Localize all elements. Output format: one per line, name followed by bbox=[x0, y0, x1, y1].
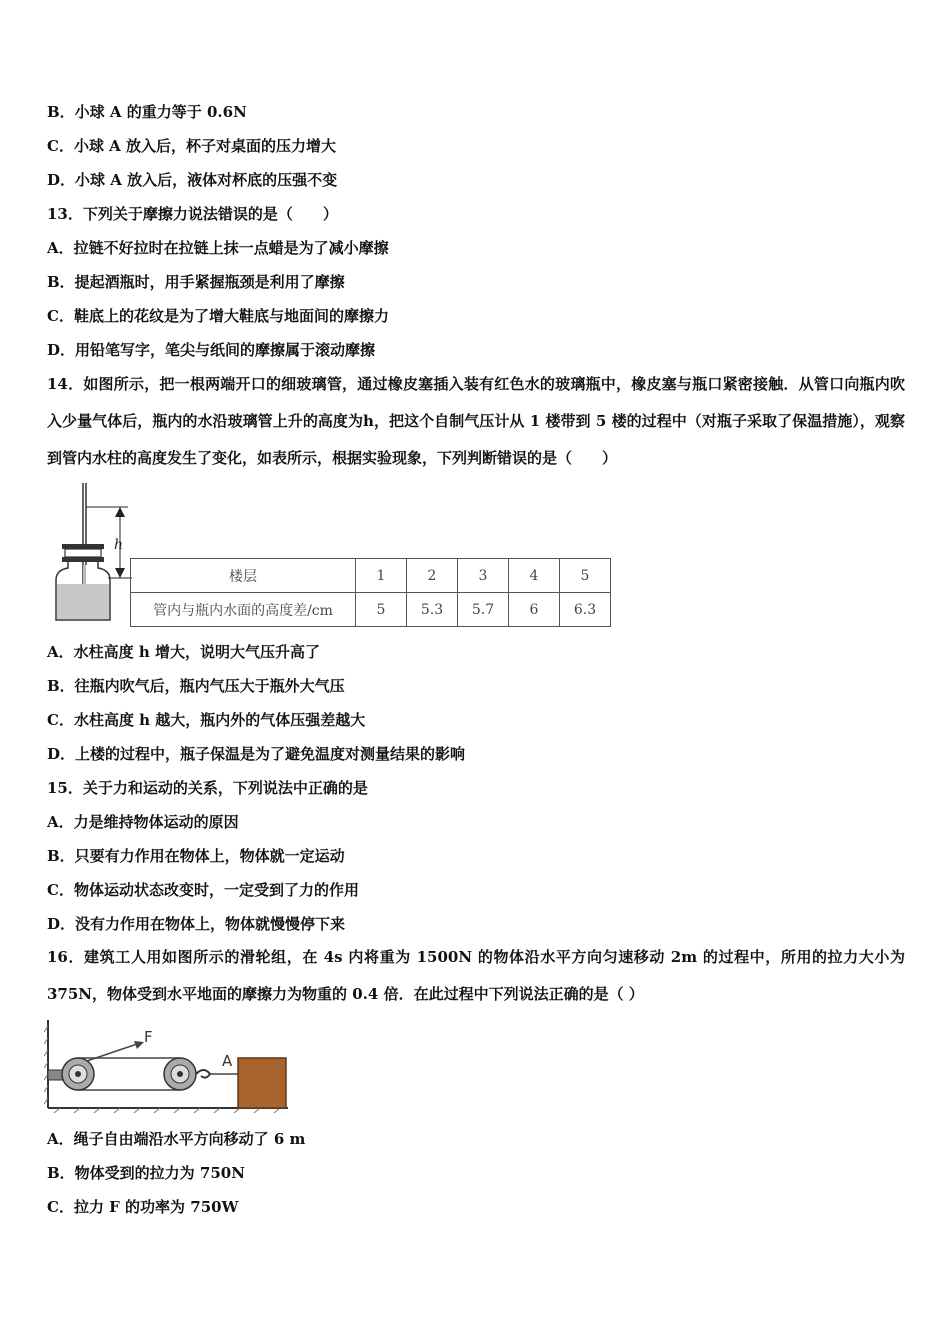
q13-option-b: B．提起酒瓶时，用手紧握瓶颈是利用了摩擦 bbox=[47, 273, 345, 291]
q15-option-b: B．只要有力作用在物体上，物体就一定运动 bbox=[47, 847, 345, 865]
table-cell: 5.7 bbox=[458, 593, 509, 627]
q13-stem: 13．下列关于摩擦力说法错误的是（ ） bbox=[47, 205, 338, 223]
table-row bbox=[131, 559, 611, 593]
q16-option-c: C．拉力 F 的功率为 750W bbox=[47, 1198, 239, 1216]
q12-option-c: C．小球 A 放入后，杯子对桌面的压力增大 bbox=[47, 137, 337, 155]
table-cell: 6.3 bbox=[560, 593, 611, 627]
q16-option-b: B．物体受到的拉力为 750N bbox=[47, 1164, 245, 1182]
table-cell: 3 bbox=[458, 559, 509, 593]
table-header-floor: 楼层 bbox=[131, 559, 356, 593]
table-cell: 4 bbox=[509, 559, 560, 593]
q14-option-d: D．上楼的过程中，瓶子保温是为了避免温度对测量结果的影响 bbox=[47, 745, 466, 763]
q14-stem: 14．如图所示，把一根两端开口的细玻璃管，通过橡皮塞插入装有红色水的玻璃瓶中，橡皮塞与瓶口紧密接触．从管口向瓶内吹入少量气体后，瓶内的水沿玻璃管上升的高度为h，把这个自制气压计从 1 楼带到 5 楼的过程中（对瓶子采取了保温措施），观察到管内水柱的高度发生了变化，如表所示，根据实验现象，下列判断错误的是（ ） bbox=[47, 375, 905, 467]
q14-option-b: B．往瓶内吹气后，瓶内气压大于瓶外大气压 bbox=[47, 677, 345, 695]
table-cell: 2 bbox=[407, 559, 458, 593]
table-cell: 5 bbox=[356, 593, 407, 627]
figure-label-a: A bbox=[222, 1052, 233, 1070]
pulley-figure bbox=[44, 1018, 290, 1114]
table-cell: 5 bbox=[560, 559, 611, 593]
q16-stem: 16．建筑工人用如图所示的滑轮组，在 4s 内将重为 1500N 的物体沿水平方向匀速移动 2m 的过程中，所用的拉力大小为 375N，物体受到水平地面的摩擦力为物重的 0.4 倍．在此过程中下列说法正确的是（ ） bbox=[47, 948, 905, 1003]
figure-label-h: h bbox=[114, 537, 124, 553]
q14-option-c: C．水柱高度 h 越大，瓶内外的气体压强差越大 bbox=[47, 711, 366, 729]
q12-option-b: B．小球 A 的重力等于 0.6N bbox=[47, 103, 247, 121]
q15-option-c: C．物体运动状态改变时，一定受到了力的作用 bbox=[47, 881, 359, 899]
q13-option-c: C．鞋底上的花纹是为了增大鞋底与地面间的摩擦力 bbox=[47, 307, 389, 325]
q12-option-d: D．小球 A 放入后，液体对杯底的压强不变 bbox=[47, 171, 338, 189]
table-header-height: 管内与瓶内水面的高度差/cm bbox=[131, 593, 356, 627]
barometer-figure bbox=[48, 480, 140, 625]
table-cell: 6 bbox=[509, 593, 560, 627]
table-row bbox=[131, 593, 611, 627]
height-table bbox=[130, 558, 611, 627]
q13-option-d: D．用铅笔写字，笔尖与纸间的摩擦属于滚动摩擦 bbox=[47, 341, 376, 359]
table-cell: 5.3 bbox=[407, 593, 458, 627]
q14-option-a: A．水柱高度 h 增大，说明大气压升高了 bbox=[47, 643, 320, 661]
table-cell: 1 bbox=[356, 559, 407, 593]
figure-label-f: F bbox=[144, 1028, 153, 1046]
q15-stem: 15．关于力和运动的关系，下列说法中正确的是 bbox=[47, 779, 368, 797]
q15-option-d: D．没有力作用在物体上，物体就慢慢停下来 bbox=[47, 915, 346, 933]
q15-option-a: A．力是维持物体运动的原因 bbox=[47, 813, 239, 831]
q16-option-a: A．绳子自由端沿水平方向移动了 6 m bbox=[47, 1130, 306, 1148]
q13-option-a: A．拉链不好拉时在拉链上抹一点蜡是为了减小摩擦 bbox=[47, 239, 389, 257]
